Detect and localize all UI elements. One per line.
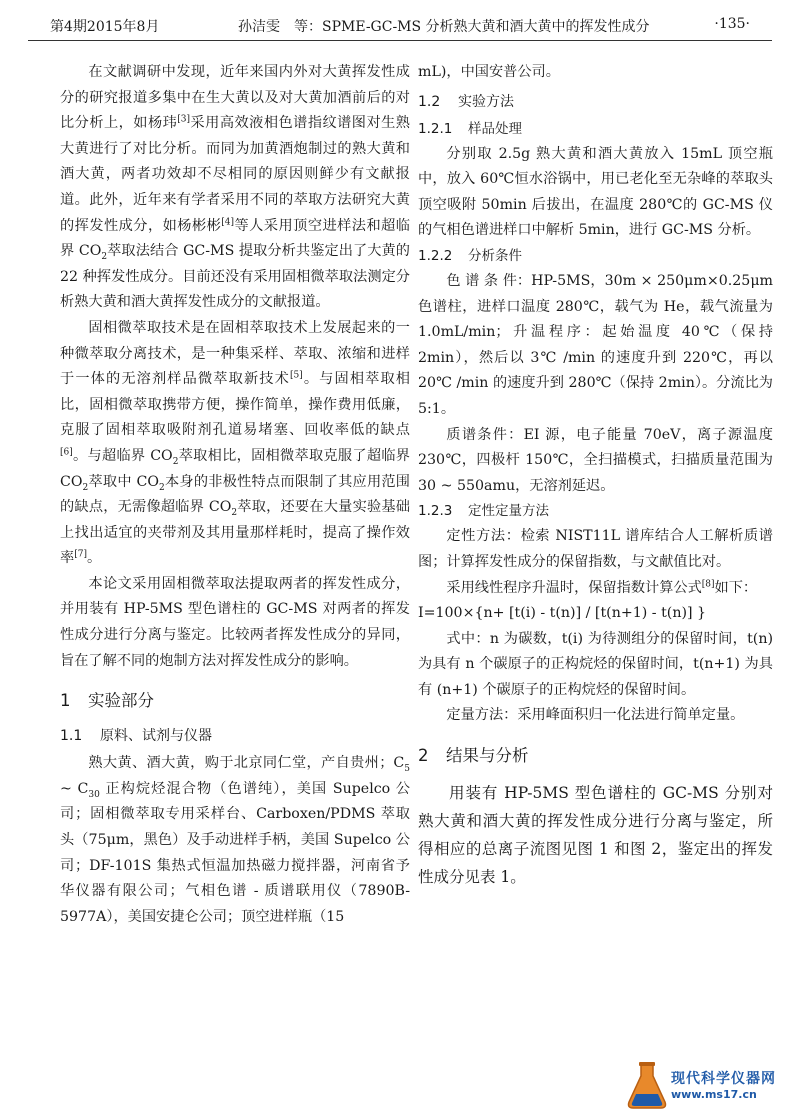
right-column — [418, 60, 773, 891]
section-heading-2: 2 结果与分析 — [418, 746, 529, 766]
paragraph-gc-conditions: 色 谱 条 件：HP-5MS，30m × 250μm×0.25μm 色谱柱，进样口温度 280℃，载气为 He，载气流量为 1.0mL/min；升温程序：起始温度 40℃（保持 2min），然后以 3℃ /min 的速度升到 220℃，再以 20℃ /min 的速度升到 280℃（保持 2min）。分流比为 5:1。 — [418, 272, 773, 417]
running-title: 孙洁雯 等：SPME-GC-MS 分析熟大黄和酒大黄中的挥发性成分 — [238, 19, 650, 35]
watermark-logo — [625, 1060, 795, 1110]
paragraph-ms-conditions: 质谱条件：EI 源，电子能量 70eV，离子源温度 230℃，四极杆 150℃，全扫描模式，扫描质量范围为 30 ~ 550amu，无溶剂延迟。 — [418, 426, 773, 494]
paragraph-quantitative: 定量方法：采用峰面积归一化法进行简单定量。 — [446, 707, 745, 724]
section-heading-1: 1 实验部分 — [60, 691, 154, 711]
retention-index-formula: I=100×{n+ [t(i) - t(n)] / [t(n+1) - t(n)] } — [418, 605, 707, 622]
paragraph-spme: 固相微萃取技术是在固相萃取技术上发展起来的一种微萃取分离技术，是一种集采样、萃取、浓缩和进样于一体的无溶剂样品微萃取新技术[5]。与固相萃取相比，固相微萃取携带方便，操作简单，操作费用低廉，克服了固相萃取吸附剂孔道易堵塞、回收率低的缺点[6]。与超临界 $CO_2$萃取相比，固相微萃取克服了超临界 $CO_2$萃取中 $CO_2$本身的非极性特点而限制了其应用范围的缺点，无需像超临界 $CO_2$萃取，还要在大量实验基础上找出适宜的夹带剂及其用量那样耗时，提高了操作效率[7]。 — [60, 319, 410, 567]
section-heading-1-1: 1.1 原料、试剂与仪器 — [60, 728, 212, 745]
paragraph-aim: 本论文采用固相微萃取法提取两者的挥发性成分，并用装有 HP-5MS 型色谱柱的 GC-MS 对两者的挥发性成分进行分离与鉴定。比较两者挥发性成分的异同，旨在了解不同的炮制方法对挥发性成分的影响。 — [60, 575, 410, 669]
logo-url: www.ms17.cn — [671, 1088, 757, 1101]
paragraph-literature: 在文献调研中发现，近年来国内外对大黄挥发性成分的研究报道多集中在生大黄以及对大黄加酒前后的对比分析上，如杨玮[3]采用高效液相色谱指纹谱图对生熟大黄进行了对比分析。而同为加黄酒炮制过的熟大黄和酒大黄，两者功效却不尽相同的原因则鲜少有文献报道。此外，近年来有学者采用不同的萃取方法研究大黄的挥发性成分，如杨彬彬[4]等人采用顶空进样法和超临界 $CO_2$萃取法结合 GC-MS 提取分析共鉴定出了大黄的 22 种挥发性成分。目前还没有采用固相微萃取法测定分析熟大黄和酒大黄挥发性成分的文献报道。 — [60, 64, 410, 311]
paragraph-materials: 熟大黄、酒大黄，购于北京同仁堂，产自贵州；$C_5$ ~ $C_{30}$ 正构烷烃混合物（色谱纯），美国 Supelco 公司；固相微萃取专用采样台、Carboxen/PDMS 萃取头（75μm，黑色）及手动进样手柄，美国 Supelco 公司；DF-101S 集热式恒温加热磁力搅拌器，河南省予华仪器有限公司；气相色谱 - 质谱联用仪（7890B-5977A），美国安捷仑公司；顶空进样瓶（15 — [60, 755, 410, 925]
paragraph-retention-index: 采用线性程序升温时，保留指数计算公式[8]如下： — [446, 578, 758, 596]
section-heading-1-2-2: 1.2.2 分析条件 — [418, 247, 522, 264]
paragraph-sample-prep: 分别取 2.5g 熟大黄和酒大黄放入 15mL 顶空瓶中，放入 60℃恒水浴锅中，用已老化至无杂峰的萃取头顶空吸附 50min 后拔出，在温度 280℃的 GC-MS 仪的气相色谱进样口中解析 5min，进行 GC-MS 分析。 — [418, 145, 773, 239]
left-column — [60, 60, 410, 930]
page-number: ·135· — [714, 16, 750, 32]
journal-issue: 第4期2015年8月 — [50, 19, 160, 35]
instrument-flask-icon — [625, 1060, 669, 1110]
paragraph-results: 用装有 HP-5MS 型色谱柱的 GC-MS 分别对熟大黄和酒大黄的挥发性成分进行分离与鉴定，所得相应的总离子流图见图 1 和图 2，鉴定出的挥发性成分见表 1。 — [418, 784, 773, 887]
paragraph-continued: mL)，中国安普公司。 — [418, 64, 560, 80]
section-heading-1-2: 1.2 实验方法 — [418, 93, 514, 110]
section-heading-1-2-3: 1.2.3 定性定量方法 — [418, 503, 549, 520]
paragraph-formula-legend: 式中：n 为碳数，t(i) 为待测组分的保留时间，t(n) 为具有 n 个碳原子的正构烷烃的保留时间，t(n+1) 为具有 (n+1) 个碳原子的正构烷烃的保留时间。 — [418, 630, 773, 698]
paragraph-qualitative: 定性方法：检索 NIST11L 谱库结合人工解析质谱图；计算挥发性成分的保留指数，与文献值比对。 — [418, 528, 773, 570]
running-header — [28, 8, 772, 41]
section-heading-1-2-1: 1.2.1 样品处理 — [418, 120, 522, 137]
logo-name: 现代科学仪器网 — [671, 1071, 776, 1087]
